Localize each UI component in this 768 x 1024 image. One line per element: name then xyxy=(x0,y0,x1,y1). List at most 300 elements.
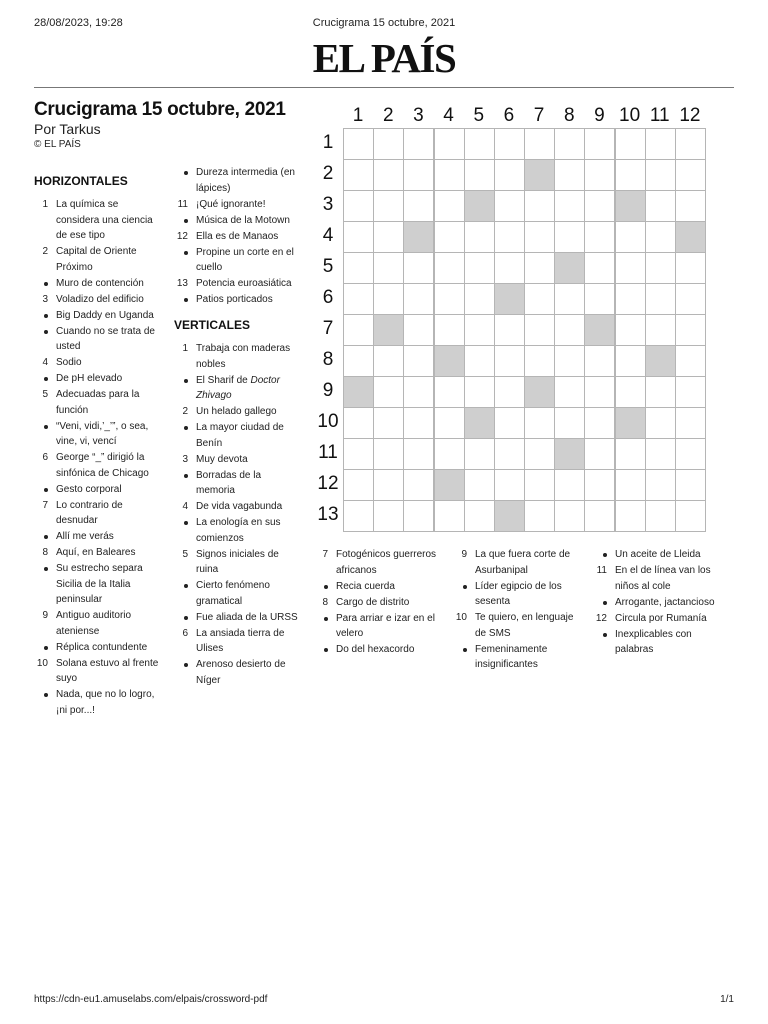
bullet-icon xyxy=(184,171,188,175)
el-pais-logo: EL PAÍS xyxy=(312,35,456,81)
grid-cell[interactable] xyxy=(373,345,404,377)
grid-cell[interactable] xyxy=(403,252,434,284)
clue-number: 4 xyxy=(182,501,188,512)
column-number: 3 xyxy=(413,105,424,126)
grid-cell[interactable] xyxy=(615,438,646,470)
across-clue xyxy=(34,545,179,561)
grid-cell[interactable] xyxy=(675,283,706,315)
grid-cell[interactable] xyxy=(494,221,525,253)
grid-cell[interactable] xyxy=(343,438,374,470)
grid-cell[interactable] xyxy=(464,159,495,191)
row-number: 11 xyxy=(318,441,338,463)
bullet-icon xyxy=(184,298,188,302)
clue-text-line: sesenta xyxy=(475,596,511,607)
clue-text-line: Adecuadas para la xyxy=(56,389,140,400)
grid-cell[interactable] xyxy=(434,500,465,532)
clue-text-line: sinfónica de Chicago xyxy=(56,467,149,479)
grid-cell[interactable] xyxy=(464,469,495,501)
grid-cell[interactable] xyxy=(645,283,676,315)
grid-cell[interactable] xyxy=(645,407,676,439)
clue-text-line: de SMS xyxy=(475,627,511,639)
grid-cell[interactable] xyxy=(554,500,585,532)
row-number: 1 xyxy=(322,131,334,153)
grid-cell[interactable] xyxy=(645,469,676,501)
grid-cell[interactable] xyxy=(554,190,585,222)
grid-cell[interactable] xyxy=(403,376,434,408)
clue-text-line: Dureza intermedia (en xyxy=(196,167,295,178)
grid-cell[interactable] xyxy=(494,345,525,377)
bullet-icon xyxy=(324,648,328,652)
clue-text-line: En el de línea van los xyxy=(615,565,711,576)
black-cell xyxy=(464,190,495,222)
grid-cell[interactable] xyxy=(645,376,676,408)
clue-number: 9 xyxy=(461,549,467,560)
grid-cell[interactable] xyxy=(373,128,404,160)
grid-cell[interactable] xyxy=(494,407,525,439)
across-clue xyxy=(174,165,314,196)
clue-number: 3 xyxy=(42,293,48,305)
grid-cell[interactable] xyxy=(434,190,465,222)
grid-cell[interactable] xyxy=(584,283,615,315)
bullet-icon xyxy=(324,585,328,589)
grid-cell[interactable] xyxy=(554,283,585,315)
grid-cell[interactable] xyxy=(343,469,374,501)
grid-cell[interactable] xyxy=(403,500,434,532)
row-number: 5 xyxy=(322,255,334,277)
grid-cell[interactable] xyxy=(343,407,374,439)
clue-number: 9 xyxy=(42,610,48,621)
across-clue xyxy=(34,498,179,529)
grid-cell[interactable] xyxy=(615,314,646,346)
clue-number: 2 xyxy=(182,406,188,417)
clue-text-line: comienzos xyxy=(196,532,244,544)
grid-cell[interactable] xyxy=(645,438,676,470)
grid-cell[interactable] xyxy=(675,128,706,160)
grid-cell[interactable] xyxy=(494,469,525,501)
black-cell xyxy=(524,159,555,191)
grid-cell[interactable] xyxy=(524,438,555,470)
grid-cell[interactable] xyxy=(373,376,404,408)
grid-cell[interactable] xyxy=(584,500,615,532)
clue-number: 12 xyxy=(595,612,607,624)
grid-cell[interactable] xyxy=(584,190,615,222)
down-clue xyxy=(174,452,314,468)
clue-text-line: Música de la Motown xyxy=(196,214,290,226)
clue-text-line: velero xyxy=(336,628,364,639)
clue-text-line: insignificantes xyxy=(475,659,538,670)
clue-text-line: La ansiada tierra de xyxy=(196,627,285,639)
down-clue xyxy=(174,420,314,451)
across-clue xyxy=(34,371,179,387)
black-cell xyxy=(343,376,374,408)
bullet-icon xyxy=(184,584,188,588)
across-clue xyxy=(34,608,179,639)
clue-text-line: La que fuera corte de xyxy=(475,549,571,560)
grid-cell[interactable] xyxy=(554,407,585,439)
down-clue xyxy=(174,373,314,404)
grid-cell[interactable] xyxy=(615,500,646,532)
grid-cell[interactable] xyxy=(373,252,404,284)
grid-cell[interactable] xyxy=(403,159,434,191)
clue-text-line: Lo contrario de xyxy=(56,499,123,511)
bullet-icon xyxy=(44,377,48,381)
grid-cell[interactable] xyxy=(464,252,495,284)
clue-text-line: Femeninamente xyxy=(475,643,548,655)
grid-cell[interactable] xyxy=(675,159,706,191)
clue-text-line: niños al cole xyxy=(615,580,671,592)
clue-text-line: Líder egipcio de los xyxy=(475,580,562,592)
across-clue xyxy=(34,324,179,355)
clue-text-line: ¡ni por...! xyxy=(56,704,95,716)
clue-text-line: Cierto fenómeno xyxy=(196,580,270,591)
across-clue xyxy=(34,197,179,244)
clue-text-line: Ella es de Manaos xyxy=(196,230,279,242)
black-cell xyxy=(494,283,525,315)
grid-cell[interactable] xyxy=(464,500,495,532)
row-number: 9 xyxy=(322,379,334,401)
down-clue xyxy=(174,626,314,657)
grid-cell[interactable] xyxy=(554,159,585,191)
clue-text-line: De pH elevado xyxy=(56,373,123,384)
clue-text-line: Cargo de distrito xyxy=(336,596,410,608)
grid-cell[interactable] xyxy=(645,500,676,532)
across-clue xyxy=(34,355,179,371)
grid-cell[interactable] xyxy=(494,128,525,160)
grid-cell[interactable] xyxy=(373,190,404,222)
grid-cell[interactable] xyxy=(403,407,434,439)
across-clue xyxy=(34,482,179,498)
grid-cell[interactable] xyxy=(584,469,615,501)
grid-cell[interactable] xyxy=(403,190,434,222)
grid-cell[interactable] xyxy=(615,345,646,377)
grid-cell[interactable] xyxy=(403,128,434,160)
clue-text-line: Sodio xyxy=(56,357,82,368)
grid-cell[interactable] xyxy=(524,128,555,160)
grid-cell[interactable] xyxy=(524,345,555,377)
bullet-icon xyxy=(44,535,48,539)
across-clue xyxy=(34,450,179,481)
grid-cell[interactable] xyxy=(403,345,434,377)
grid-cell[interactable] xyxy=(675,376,706,408)
clue-text-line: Benín xyxy=(196,437,223,449)
grid-cell[interactable] xyxy=(343,283,374,315)
clue-number: 3 xyxy=(182,453,188,465)
grid-cell[interactable] xyxy=(675,469,706,501)
clue-text-line: usted xyxy=(56,341,81,352)
grid-cell[interactable] xyxy=(675,314,706,346)
clue-text-line: Su estrecho separa xyxy=(56,563,143,574)
grid-cell[interactable] xyxy=(615,283,646,315)
clue-text-line: Trabaja con maderas xyxy=(196,343,291,354)
grid-cell[interactable] xyxy=(584,376,615,408)
grid-cell[interactable] xyxy=(615,221,646,253)
grid-cell[interactable] xyxy=(434,221,465,253)
grid-cell[interactable] xyxy=(584,345,615,377)
grid-cell[interactable] xyxy=(584,159,615,191)
clue-text-line: Asurbanipal xyxy=(475,564,528,576)
bullet-icon xyxy=(184,379,188,383)
black-cell xyxy=(584,314,615,346)
clue-number: 2 xyxy=(42,246,48,257)
grid-cell[interactable] xyxy=(464,314,495,346)
bullet-icon xyxy=(324,617,328,621)
black-cell xyxy=(645,345,676,377)
across-clue xyxy=(174,213,314,229)
clue-text-line: Big Daddy en Uganda xyxy=(56,309,154,321)
verticales-heading: VERTICALES xyxy=(174,318,251,332)
grid-cell[interactable] xyxy=(343,345,374,377)
grid-cell[interactable] xyxy=(584,128,615,160)
grid-cell[interactable] xyxy=(554,314,585,346)
clue-number: 10 xyxy=(36,657,48,669)
grid-cell[interactable] xyxy=(675,252,706,284)
down-clue xyxy=(174,468,314,499)
grid-cell[interactable] xyxy=(464,376,495,408)
across-clue xyxy=(174,245,314,276)
horizontales-heading: HORIZONTALES xyxy=(34,174,128,188)
down-clue xyxy=(314,547,454,578)
row-number: 13 xyxy=(317,503,339,525)
black-cell xyxy=(434,345,465,377)
clue-text-line: Signos iniciales de xyxy=(196,548,279,560)
column-number: 10 xyxy=(619,105,641,126)
grid-cell[interactable] xyxy=(554,345,585,377)
grid-cell[interactable] xyxy=(524,469,555,501)
grid-cell[interactable] xyxy=(343,128,374,160)
grid-cell[interactable] xyxy=(615,159,646,191)
grid-cell[interactable] xyxy=(494,314,525,346)
clue-text-line: Un helado gallego xyxy=(196,406,277,417)
grid-cell[interactable] xyxy=(464,221,495,253)
bullet-icon xyxy=(463,648,467,652)
clue-text-line: Patios porticados xyxy=(196,294,273,305)
grid-cell[interactable] xyxy=(434,252,465,284)
grid-cell[interactable] xyxy=(373,438,404,470)
grid-cell[interactable] xyxy=(343,159,374,191)
clue-number: 13 xyxy=(176,278,188,289)
across-clue xyxy=(174,276,314,292)
grid-cell[interactable] xyxy=(615,469,646,501)
grid-cell[interactable] xyxy=(524,407,555,439)
clue-text-line: “Veni, vidi,’_’”, o sea, xyxy=(56,420,149,432)
grid-cell[interactable] xyxy=(403,314,434,346)
grid-cell[interactable] xyxy=(343,314,374,346)
grid-cell[interactable] xyxy=(464,345,495,377)
grid-cell[interactable] xyxy=(675,500,706,532)
clue-text-line: Ulises xyxy=(196,643,224,654)
down-clue xyxy=(453,610,593,641)
bullet-icon xyxy=(44,282,48,286)
grid-cell[interactable] xyxy=(403,469,434,501)
black-cell xyxy=(464,407,495,439)
grid-cell[interactable] xyxy=(524,283,555,315)
grid-cell[interactable] xyxy=(645,159,676,191)
clue-number: 8 xyxy=(42,547,48,558)
bullet-icon xyxy=(603,633,607,637)
grid-cell[interactable] xyxy=(645,252,676,284)
grid-cell[interactable] xyxy=(615,252,646,284)
down-clue xyxy=(174,547,314,578)
down-clue xyxy=(174,515,314,546)
grid-cell[interactable] xyxy=(464,283,495,315)
grid-cell[interactable] xyxy=(434,407,465,439)
grid-cell[interactable] xyxy=(584,252,615,284)
black-cell xyxy=(373,314,404,346)
clue-text-line: gramatical xyxy=(196,595,243,607)
clue-text-line: Arenoso desierto de xyxy=(196,659,286,670)
clue-number: 12 xyxy=(176,230,188,242)
across-clue xyxy=(174,292,314,308)
grid-cell[interactable] xyxy=(554,469,585,501)
across-clue xyxy=(34,656,179,687)
clue-text-line: Aquí, en Baleares xyxy=(56,547,136,558)
clue-text-line: memoria xyxy=(196,485,235,496)
bullet-icon xyxy=(184,251,188,255)
clue-number: 10 xyxy=(455,612,467,623)
grid-cell[interactable] xyxy=(584,221,615,253)
clue-text-line: palabras xyxy=(615,644,654,655)
clue-text-line: Fotogénicos guerreros xyxy=(336,549,437,560)
grid-cell[interactable] xyxy=(524,190,555,222)
across-clue xyxy=(34,387,179,418)
clue-text-line: Solana estuvo al frente xyxy=(56,657,159,669)
bullet-icon xyxy=(184,474,188,478)
grid-cell[interactable] xyxy=(524,252,555,284)
grid-cell[interactable] xyxy=(494,376,525,408)
grid-cell[interactable] xyxy=(403,438,434,470)
grid-cell[interactable] xyxy=(645,128,676,160)
black-cell xyxy=(403,221,434,253)
column-number: 11 xyxy=(649,105,670,126)
bullet-icon xyxy=(184,521,188,525)
grid-cell[interactable] xyxy=(434,159,465,191)
grid-cell[interactable] xyxy=(584,438,615,470)
down-clue xyxy=(593,611,738,627)
grid-cell[interactable] xyxy=(343,221,374,253)
grid-cell[interactable] xyxy=(373,159,404,191)
grid-cell[interactable] xyxy=(494,438,525,470)
row-number: 8 xyxy=(322,348,334,370)
down-clue xyxy=(453,579,593,610)
grid-cell[interactable] xyxy=(373,407,404,439)
footer-page-number: 1/1 xyxy=(720,994,734,1005)
row-number: 4 xyxy=(322,224,334,246)
grid-cell[interactable] xyxy=(494,190,525,222)
grid-cell[interactable] xyxy=(464,128,495,160)
down-clue xyxy=(314,579,454,595)
clue-text-line: Zhivago xyxy=(196,390,232,401)
clue-number: 1 xyxy=(42,199,48,210)
grid-cell[interactable] xyxy=(373,500,404,532)
clue-text-line: peninsular xyxy=(56,594,103,605)
clue-text-line: ruina xyxy=(196,564,219,575)
grid-cell[interactable] xyxy=(615,128,646,160)
column-number: 6 xyxy=(503,105,515,126)
clue-text-line: Te quiero, en lenguaje xyxy=(475,612,574,623)
across-clue xyxy=(174,229,314,245)
down-clue xyxy=(174,578,314,609)
grid-cell[interactable] xyxy=(403,283,434,315)
black-cell xyxy=(675,221,706,253)
grid-cell[interactable] xyxy=(373,283,404,315)
clue-text-line: Níger xyxy=(196,674,221,686)
clue-text-line: Para arriar e izar en el xyxy=(336,612,435,624)
bullet-icon xyxy=(44,646,48,650)
grid-cell[interactable] xyxy=(554,128,585,160)
grid-cell[interactable] xyxy=(434,314,465,346)
grid-cell[interactable] xyxy=(343,500,374,532)
grid-cell[interactable] xyxy=(554,376,585,408)
down-clue xyxy=(174,657,314,688)
row-number: 2 xyxy=(322,162,334,184)
grid-cell[interactable] xyxy=(554,221,585,253)
grid-cell[interactable] xyxy=(434,283,465,315)
clue-text-line: función xyxy=(56,404,89,416)
clue-number: 7 xyxy=(322,549,328,560)
grid-cell[interactable] xyxy=(524,314,555,346)
grid-cell[interactable] xyxy=(645,190,676,222)
clue-number: 11 xyxy=(596,565,607,576)
grid-cell[interactable] xyxy=(434,128,465,160)
row-number: 7 xyxy=(322,317,334,339)
bullet-icon xyxy=(44,425,48,429)
grid-cell[interactable] xyxy=(343,190,374,222)
black-cell xyxy=(615,407,646,439)
bullet-icon xyxy=(44,330,48,334)
grid-cell[interactable] xyxy=(494,252,525,284)
clue-text-line: Nada, que no lo logro, xyxy=(56,689,155,700)
grid-cell[interactable] xyxy=(675,345,706,377)
grid-cell[interactable] xyxy=(584,407,615,439)
clue-text-line: Gesto corporal xyxy=(56,483,122,495)
grid-cell[interactable] xyxy=(464,438,495,470)
clue-text-line: Arrogante, jactancioso xyxy=(615,596,715,608)
grid-cell[interactable] xyxy=(675,407,706,439)
across-clue xyxy=(34,687,179,718)
grid-cell[interactable] xyxy=(434,438,465,470)
grid-cell[interactable] xyxy=(675,438,706,470)
column-number: 7 xyxy=(533,105,545,126)
grid-cell[interactable] xyxy=(373,469,404,501)
grid-cell[interactable] xyxy=(434,376,465,408)
grid-cell[interactable] xyxy=(494,159,525,191)
clue-text-line: Fue aliada de la URSS xyxy=(196,611,298,623)
grid-cell[interactable] xyxy=(675,190,706,222)
clue-text-line: considera una ciencia xyxy=(56,214,153,226)
down-clue xyxy=(314,595,454,611)
grid-cell[interactable] xyxy=(343,252,374,284)
crossword-grid[interactable] xyxy=(343,128,705,531)
grid-cell[interactable] xyxy=(524,500,555,532)
grid-cell[interactable] xyxy=(524,221,555,253)
clue-text-line: Voladizo del edificio xyxy=(56,293,144,305)
clue-number: 5 xyxy=(42,389,48,400)
grid-cell[interactable] xyxy=(373,221,404,253)
grid-cell[interactable] xyxy=(645,221,676,253)
clue-text-line: ¡Qué ignorante! xyxy=(196,198,266,210)
column-number: 1 xyxy=(352,105,364,126)
across-clue xyxy=(34,561,179,608)
bullet-icon xyxy=(603,553,607,557)
clue-text-line: La química se xyxy=(56,199,119,210)
grid-cell[interactable] xyxy=(615,376,646,408)
row-number: 3 xyxy=(322,193,334,215)
clue-text-line: Inexplicables con xyxy=(615,628,692,640)
down-clue xyxy=(593,595,738,611)
black-cell xyxy=(615,190,646,222)
grid-cell[interactable] xyxy=(645,314,676,346)
clue-text-line: nobles xyxy=(196,358,226,370)
